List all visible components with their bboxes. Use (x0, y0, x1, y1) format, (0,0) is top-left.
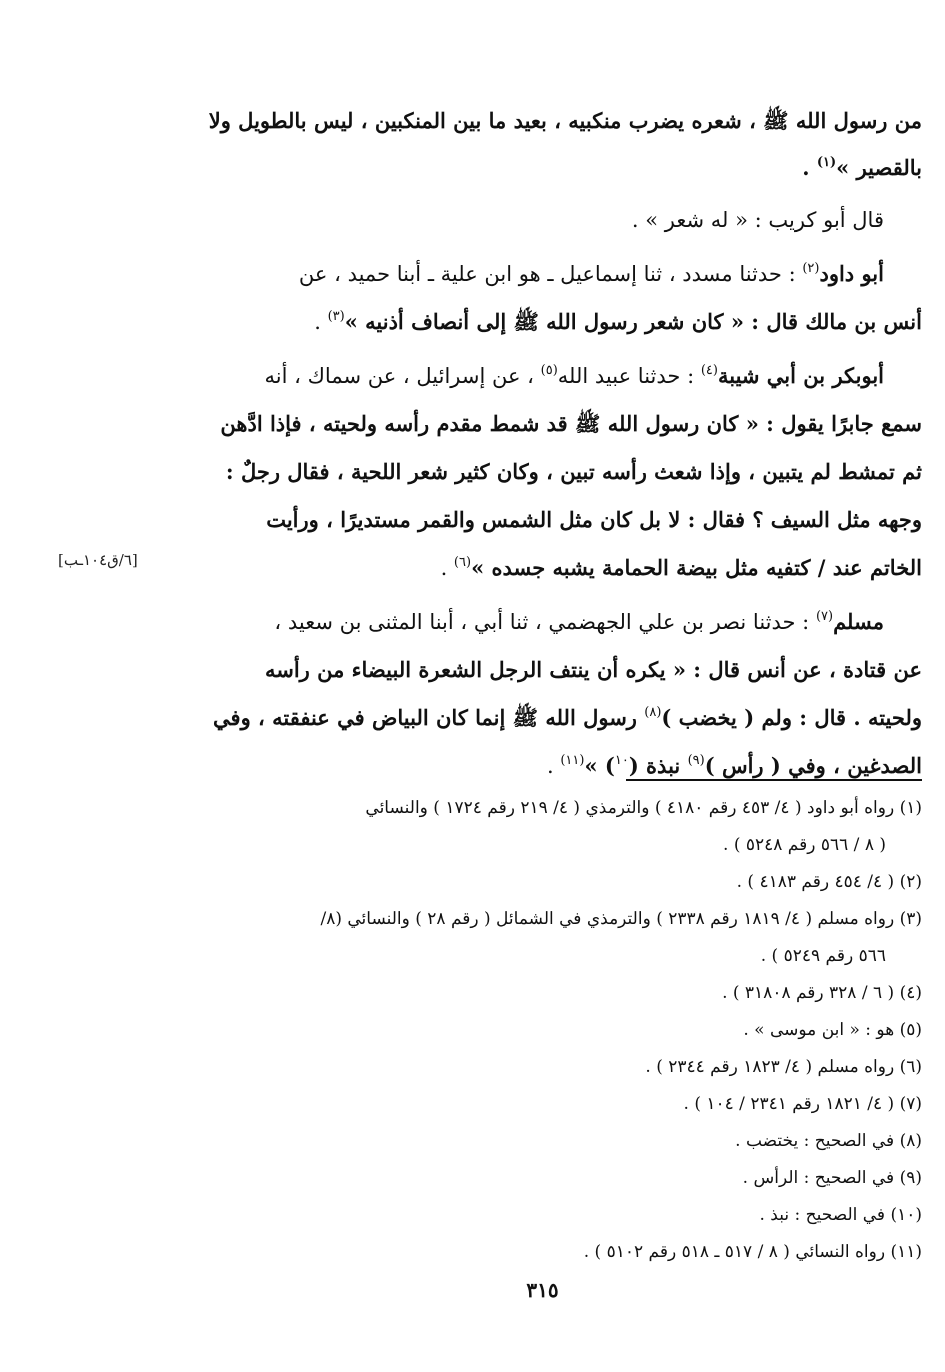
footnote-4: (٤) ( ٦ / ٣٢٨ رقم ٣١٨٠٨ ) . (722, 983, 922, 1003)
footnotes (186, 792, 922, 1273)
footnote-ref-6[interactable]: (٦) (453, 555, 472, 570)
paragraph-1-end: . (802, 155, 817, 180)
paragraph-3-line-1: : حدثنا مسدد ، ثنا إسماعيل ـ هو ابن علية ـ أبنا حميد ، عن (298, 262, 803, 286)
paragraph-5-line-4: الصدغين ، وفي ( رأس ) (704, 753, 922, 778)
paragraph-2 (186, 197, 922, 244)
narrator-muslim: مسلم (833, 609, 884, 634)
paragraph-5-word: نبذة ( (628, 753, 688, 778)
page-number: ٣١٥ (526, 1278, 559, 1302)
footnote-11: (١١) رواه النسائي ( ٨ / ٥١٧ ـ ٥١٨ رقم ٥١٠٢ ) . (583, 1242, 922, 1262)
paragraph-1-line-1: من رسول الله ﷺ ، شعره يضرب منكبيه ، بعيد ما بين المنكبين ، ليس بالطويل ولا (208, 108, 922, 133)
main-text (186, 97, 922, 796)
paragraph-3 (186, 250, 922, 346)
paragraph-1 (186, 97, 922, 191)
paragraph-5-close: ) » (584, 753, 615, 778)
paragraph-5-line-3b: رسول الله ﷺ إنما كان البياض في عنفقته ، وفي (213, 705, 645, 730)
paragraph-5 (186, 598, 922, 790)
paragraph-2-text: قال أبو كريب : « له شعر » . (631, 208, 884, 232)
footnote-3-continuation: ٥٦٦ رقم ٥٢٤٩ ) . (760, 946, 886, 966)
footnote-9: (٩) في الصحيح : الرأس . (742, 1168, 922, 1188)
footnote-ref-9[interactable]: (٩) (687, 753, 705, 768)
paragraph-3-line-2: أنس بن مالك قال : « كان شعر رسول الله ﷺ إلى أنصاف أذنيه » (344, 309, 922, 334)
footnote-10: (١٠) في الصحيح : نبذ . (759, 1205, 922, 1225)
paragraph-4-end: . (440, 556, 454, 580)
paragraph-5-line-2: عن قتادة ، عن أنس قال : « يكره أن ينتف الرجل الشعرة البيضاء من رأسه (264, 657, 922, 682)
footnote-7: (٧) ( ٤/ ١٨٢١ رقم ٢٣٤١ / ١٠٤ ) . (683, 1094, 922, 1114)
footnote-5: (٥) هو : « ابن موسى » . (743, 1020, 922, 1040)
paragraph-4-line-4: وجهه مثل السيف ؟ فقال : لا بل كان مثل الشمس والقمر مستديرًا ، ورأيت (266, 507, 922, 532)
footnote-ref-2[interactable]: (٢) (802, 261, 820, 276)
manuscript-folio-note: [٦/ق١٠٤ـب] (58, 551, 138, 569)
footnote-separator (626, 779, 922, 781)
paragraph-4-line-1b: ، عن إسرائيل ، عن سماك ، أنه (264, 364, 541, 388)
footnote-ref-11[interactable]: (١١) (560, 753, 585, 768)
paragraph-4-line-2: سمع جابرًا يقول : « كان رسول الله ﷺ قد شمط مقدم رأسه ولحيته ، فإذا ادَّهن (220, 411, 922, 436)
paragraph-4-line-1a: : حدثنا عبيد الله (557, 364, 701, 388)
footnote-3: (٣) رواه مسلم ( ٤/ ١٨١٩ رقم ٢٣٣٨ ) والترمذي في الشمائل ( رقم ٢٨ ) والنسائي (٨/ (320, 909, 922, 929)
narrator-ibn-abi-shayba: أبوبكر بن أبي شيبة (717, 363, 884, 388)
footnote-6: (٦) رواه مسلم ( ٤/ ١٨٢٣ رقم ٢٣٤٤ ) . (645, 1057, 922, 1077)
paragraph-4-line-5: الخاتم عند / كتفيه مثل بيضة الحمامة يشبه جسده » (471, 555, 922, 580)
footnote-8: (٨) في الصحيح : يختضب . (735, 1131, 922, 1151)
paragraph-5-end: . (546, 754, 561, 778)
narrator-abu-dawud: أبو داود (819, 261, 884, 286)
footnote-ref-7[interactable]: (٧) (815, 609, 834, 624)
footnote-ref-8[interactable]: (٨) (644, 705, 662, 720)
footnote-ref-1[interactable]: (١) (816, 155, 837, 170)
footnote-1: (١) رواه أبو داود ( ٤/ ٤٥٣ رقم ٤١٨٠ ) والترمذي ( ٤/ ٢١٩ رقم ١٧٢٤ ) والنسائي (365, 798, 922, 818)
footnote-ref-3[interactable]: (٣) (327, 309, 345, 324)
footnote-ref-4[interactable]: (٤) (700, 363, 718, 378)
footnote-2: (٢) ( ٤/ ٤٥٤ رقم ٤١٨٣ ) . (736, 872, 922, 892)
paragraph-1-line-2: بالقصير » (836, 155, 922, 180)
paragraph-5-line-1: : حدثنا نصر بن علي الجهضمي ، ثنا أبي ، أبنا المثنى بن سعيد ، (274, 610, 816, 634)
paragraph-4-line-3: ثم تمشط لم يتبين ، وإذا شعث رأسه تبين ، وكان كثير شعر اللحية ، فقال رجلٌ : (225, 459, 922, 484)
footnote-1-continuation: ( ٨ / ٥٦٦ رقم ٥٢٤٨ ) . (723, 835, 886, 855)
paragraph-3-end: . (314, 310, 328, 334)
paragraph-5-line-3: ولحيته . قال : ولم ( يخضب ) (661, 705, 922, 730)
footnote-ref-10[interactable]: ١٠ (614, 753, 629, 768)
footnote-ref-5[interactable]: (٥) (540, 363, 558, 378)
paragraph-4 (186, 352, 922, 592)
